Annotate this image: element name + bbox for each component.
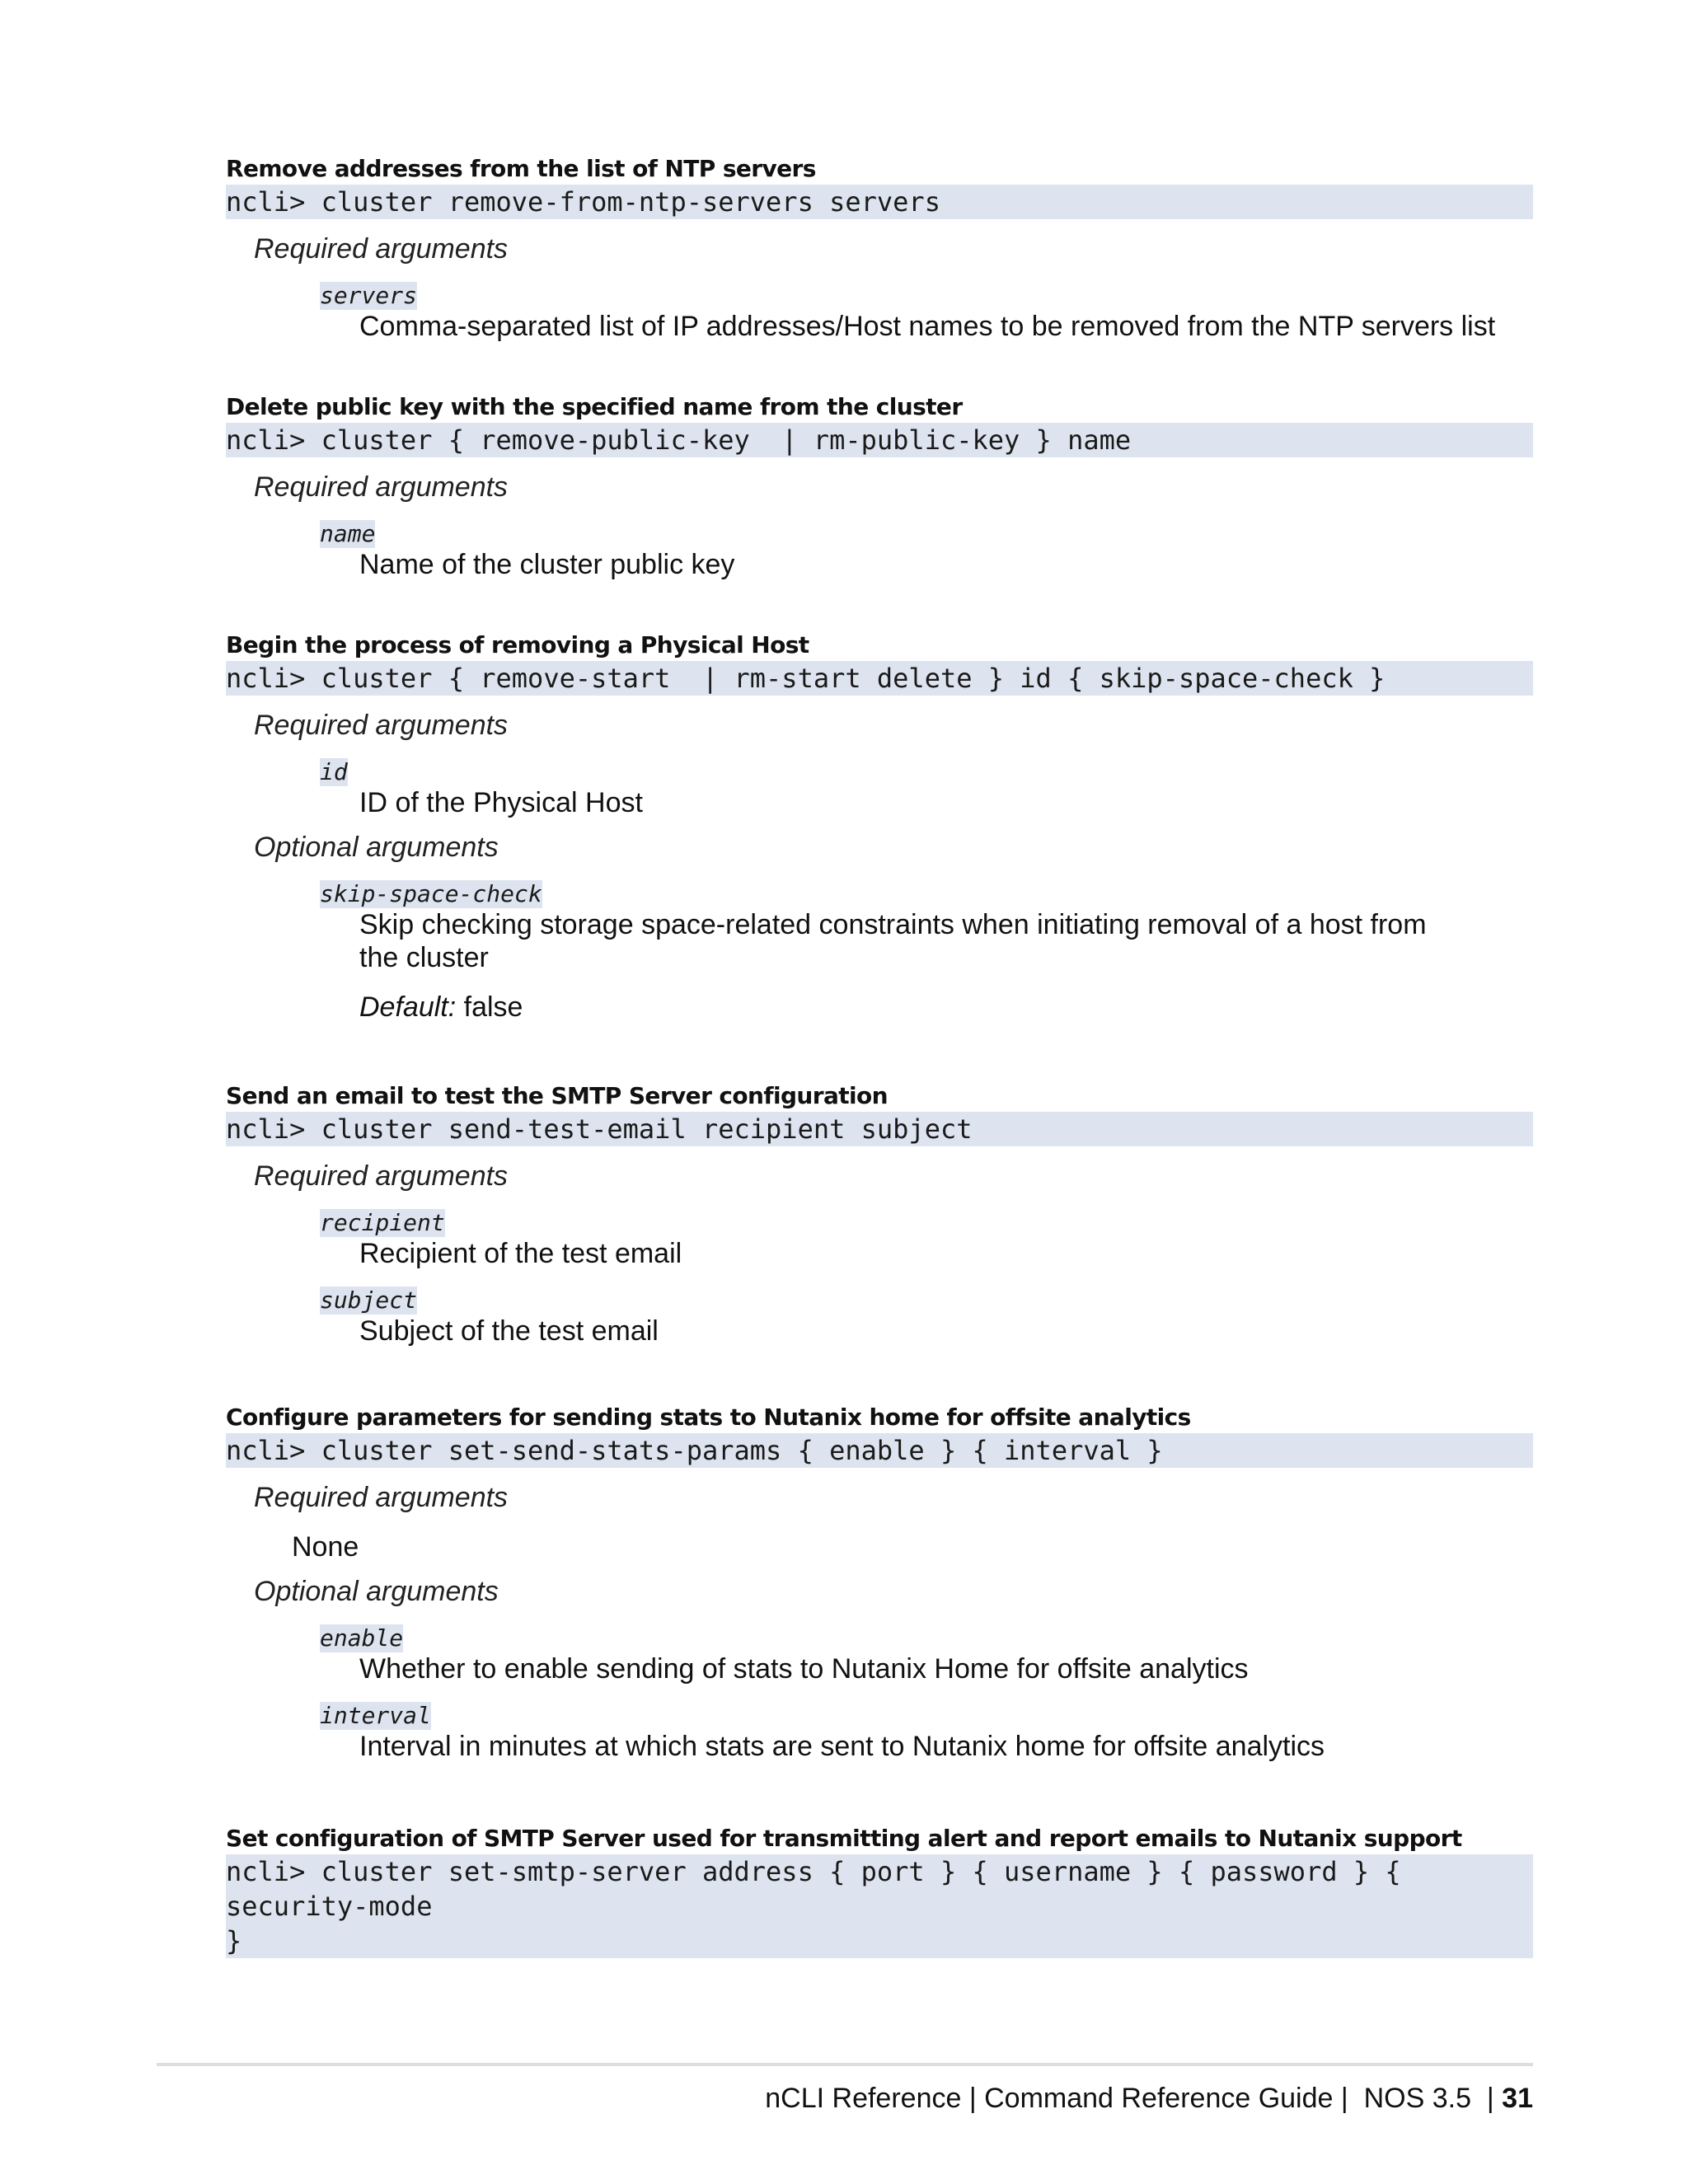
argument-description: Recipient of the test email <box>359 1238 682 1269</box>
argument-enable <box>320 1624 1533 1685</box>
section-heading: Begin the process of removing a Physical Host <box>226 631 809 658</box>
page-number: 31 <box>1502 2083 1533 2114</box>
argument-name: enable <box>320 1624 404 1652</box>
argument-name: name <box>320 520 376 547</box>
required-arguments-label: Required arguments <box>254 1482 509 1513</box>
argument-recipient <box>320 1209 1533 1270</box>
footer-text: nCLI Reference | Command Reference Guide | NOS 3.5 | <box>765 2083 1503 2114</box>
section-heading: Delete public key with the specified name from the cluster <box>226 393 963 420</box>
default-value: false <box>463 991 523 1023</box>
page-footer <box>765 2080 1533 2116</box>
argument-description: Whether to enable sending of stats to Nutanix Home for offsite analytics <box>359 1653 1249 1685</box>
required-arguments-label: Required arguments <box>254 233 509 265</box>
argument-name <box>320 520 1533 581</box>
command-syntax: ncli> cluster { remove-start | rm-start delete } id { skip-space-check } <box>226 661 1533 696</box>
argument-interval <box>320 1702 1533 1763</box>
argument-name: skip-space-check <box>320 880 542 907</box>
section-heading: Send an email to test the SMTP Server configuration <box>226 1082 889 1109</box>
argument-subject <box>320 1286 1533 1347</box>
argument-description: Name of the cluster public key <box>359 549 735 580</box>
argument-description: Subject of the test email <box>359 1315 659 1347</box>
section-send-test-email <box>226 1082 1533 1347</box>
section-heading: Remove addresses from the list of NTP servers <box>226 155 816 182</box>
argument-description: Skip checking storage space-related constraints when initiating removal of a host from the cluster <box>359 909 1427 973</box>
command-syntax: ncli> cluster set-send-stats-params { enable } { interval } <box>226 1433 1533 1468</box>
argument-skip-space-check <box>320 880 1533 1024</box>
argument-name: id <box>320 758 348 785</box>
argument-description: Comma-separated list of IP addresses/Host names to be removed from the NTP servers list <box>359 311 1496 342</box>
section-set-send-stats-params <box>226 1404 1533 1763</box>
required-arguments-label: Required arguments <box>254 1160 509 1192</box>
required-arguments-label: Required arguments <box>254 471 509 503</box>
section-heading: Configure parameters for sending stats to Nutanix home for offsite analytics <box>226 1404 1191 1431</box>
command-syntax: ncli> cluster { remove-public-key | rm-public-key } name <box>226 423 1533 457</box>
footer-divider <box>157 2063 1533 2066</box>
required-arguments-label: Required arguments <box>254 710 509 741</box>
optional-arguments-label: Optional arguments <box>254 1576 499 1607</box>
command-syntax: ncli> cluster set-smtp-server address { port } { username } { password } { security-mode } <box>226 1854 1533 1958</box>
argument-description: Interval in minutes at which stats are sent to Nutanix home for offsite analytics <box>359 1731 1325 1762</box>
optional-arguments-label: Optional arguments <box>254 832 499 863</box>
argument-name: interval <box>320 1702 431 1729</box>
required-none: None <box>292 1531 359 1563</box>
argument-description: ID of the Physical Host <box>359 787 643 818</box>
command-syntax: ncli> cluster remove-from-ntp-servers servers <box>226 185 1533 219</box>
section-set-smtp-server <box>226 1825 1533 1958</box>
section-remove-from-ntp-servers <box>226 155 1533 343</box>
section-remove-start <box>226 631 1533 1024</box>
argument-servers <box>320 282 1533 343</box>
section-remove-public-key <box>226 393 1533 581</box>
argument-id <box>320 758 1533 819</box>
argument-name: servers <box>320 282 418 309</box>
command-syntax: ncli> cluster send-test-email recipient subject <box>226 1112 1533 1146</box>
section-heading: Set configuration of SMTP Server used for transmitting alert and report emails to Nutanix support <box>226 1825 1462 1852</box>
argument-name: recipient <box>320 1209 445 1236</box>
argument-name: subject <box>320 1286 418 1314</box>
default-label: Default: <box>359 991 457 1023</box>
argument-default <box>359 991 1533 1024</box>
